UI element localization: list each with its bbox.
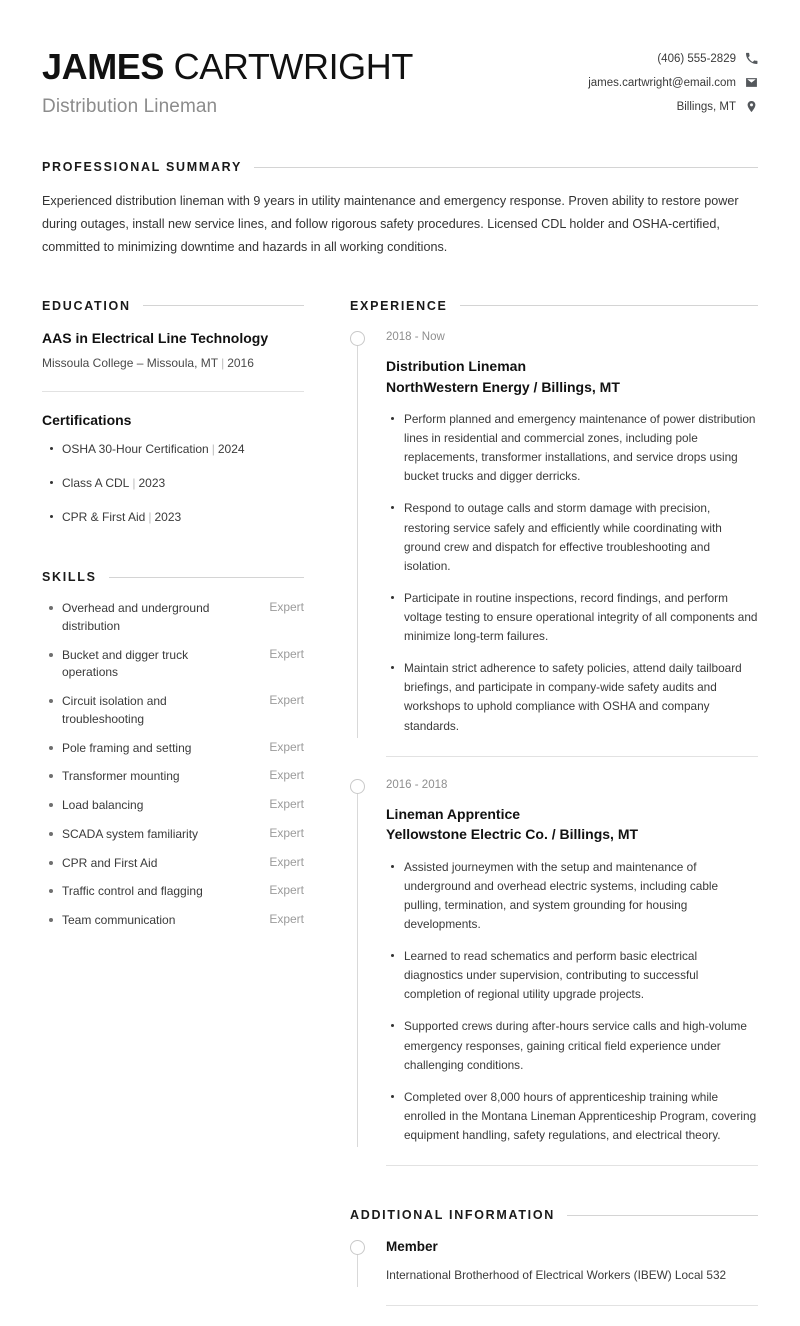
list-item (42, 768, 304, 786)
contact-phone-value: (406) 555-2829 (657, 52, 736, 65)
skill-name: Traffic control and flagging (42, 883, 203, 901)
skill-name: Circuit isolation and troubleshooting (42, 693, 218, 729)
list-item (42, 693, 304, 729)
skill-level: Expert (269, 797, 304, 812)
divider (386, 1165, 758, 1166)
certification-name: Class A CDL (62, 476, 130, 491)
list-item (42, 508, 304, 526)
experience-timeline (350, 329, 758, 1166)
certifications-heading: Certifications (42, 412, 132, 429)
timeline-stem (357, 331, 358, 738)
skill-level: Expert (269, 825, 304, 840)
experience-section-heading (350, 299, 758, 313)
separator-pipe: | (132, 476, 136, 491)
right-column (350, 299, 758, 1326)
skill-level: Expert (269, 883, 304, 898)
experience-role: Distribution Lineman (386, 358, 526, 375)
skill-name: Pole framing and setting (42, 740, 191, 758)
education-meta (42, 356, 304, 370)
skill-level: Expert (269, 646, 304, 661)
list-item: Completed over 8,000 hours of apprenticeship training while enrolled in the Montana Lineman Apprenticeship Program, covering equipment handling, safety regulations, and electrical theory. (386, 1088, 758, 1145)
contact-phone[interactable] (588, 52, 758, 65)
timeline-stem (357, 779, 358, 1148)
skill-name: CPR and First Aid (42, 855, 157, 873)
summary-heading-label: PROFESSIONAL SUMMARY (42, 160, 242, 175)
certification-name: CPR & First Aid (62, 510, 146, 525)
list-item: Assisted journeymen with the setup and maintenance of underground and overhead electric systems, including cable pulling, termination, and system grounding for housing developments. (386, 858, 758, 934)
heading-rule (567, 1215, 758, 1216)
additional-section-heading (350, 1208, 758, 1222)
contact-block (588, 46, 758, 113)
list-item (42, 826, 304, 844)
list-item (42, 600, 304, 636)
education-section (42, 299, 304, 526)
left-column (42, 299, 304, 930)
skill-name: Overhead and underground distribution (42, 600, 218, 636)
resume-header (42, 40, 758, 118)
envelope-icon (745, 76, 758, 89)
experience-bullets (386, 410, 758, 736)
education-year: 2016 (227, 356, 254, 371)
page-title (42, 48, 413, 86)
skill-level: Expert (269, 600, 304, 615)
divider (42, 391, 304, 392)
separator-pipe: | (211, 442, 215, 457)
list-item (42, 797, 304, 815)
experience-date: 2016 - 2018 (386, 778, 448, 791)
skill-level: Expert (269, 912, 304, 927)
experience-entry (350, 329, 758, 736)
heading-rule (109, 577, 304, 578)
education-heading-label: EDUCATION (42, 298, 131, 313)
heading-rule (254, 167, 758, 168)
professional-summary-section (42, 160, 758, 259)
list-item: Learned to read schematics and perform basic electrical diagnostics under supervision, contributing to successful completion of regional utility upgrade projects. (386, 947, 758, 1004)
additional-heading-label: ADDITIONAL INFORMATION (350, 1208, 555, 1223)
timeline-marker-icon (350, 331, 365, 346)
experience-org: Yellowstone Electric Co. / Billings, MT (386, 826, 639, 843)
certification-year: 2024 (217, 442, 245, 457)
list-item (42, 883, 304, 901)
body-columns (42, 299, 758, 1326)
experience-role: Lineman Apprentice (386, 806, 521, 823)
list-item (42, 855, 304, 873)
list-item: Perform planned and emergency maintenance of power distribution lines in residential and commercial zones, including pole replacements, transformer installations, and service drops using bucket trucks and digger derricks. (386, 410, 758, 486)
list-item: Maintain strict adherence to safety policies, attend daily tailboard briefings, and participate in company-wide safety audits and workshops to uphold compliance with OSHA and company standards. (386, 659, 758, 735)
education-school: Missoula College – Missoula, MT (42, 356, 219, 371)
additional-entry (350, 1238, 758, 1285)
heading-rule (460, 305, 758, 306)
phone-icon (745, 52, 758, 65)
list-item (42, 474, 304, 492)
first-name: JAMES (42, 46, 165, 87)
skills-section (42, 570, 304, 930)
skill-name: Team communication (42, 912, 175, 930)
skill-name: SCADA system familiarity (42, 826, 198, 844)
summary-section-heading (42, 160, 758, 174)
experience-org: NorthWestern Energy / Billings, MT (386, 378, 620, 395)
separator-pipe: | (221, 356, 225, 371)
certifications-list (42, 440, 304, 526)
experience-date: 2018 - Now (386, 330, 445, 343)
experience-section (350, 299, 758, 1166)
list-item (42, 647, 304, 683)
skill-level: Expert (269, 768, 304, 783)
skill-name: Bucket and digger truck operations (42, 647, 218, 683)
job-title: Distribution Lineman (42, 96, 218, 118)
education-section-heading (42, 299, 304, 313)
skill-name: Load balancing (42, 797, 143, 815)
education-degree: AAS in Electrical Line Technology (42, 329, 269, 346)
skill-level: Expert (269, 739, 304, 754)
certification-year: 2023 (138, 476, 166, 491)
separator-pipe: | (148, 510, 152, 525)
skills-heading-label: SKILLS (42, 570, 97, 585)
contact-email-value: james.cartwright@email.com (588, 76, 736, 89)
list-item: Supported crews during after-hours service calls and high-volume emergency responses, gaining critical field experience under challenging conditions. (386, 1017, 758, 1074)
experience-entry (350, 777, 758, 1146)
additional-text: International Brotherhood of Electrical Workers (IBEW) Local 532 (386, 1268, 727, 1283)
list-item (42, 440, 304, 458)
list-item: Respond to outage calls and storm damage with precision, restoring service safely and efficiently while coordinating with ground crew and dispatch for effective troubleshooting and isolation. (386, 499, 758, 575)
timeline-marker-icon (350, 779, 365, 794)
timeline-marker-icon (350, 1240, 365, 1255)
experience-bullets (386, 858, 758, 1145)
list-item: Participate in routine inspections, record findings, and perform voltage testing to ensure operational integrity of all components and minimize long-term failures. (386, 589, 758, 646)
list-item (42, 912, 304, 930)
map-pin-icon (745, 100, 758, 113)
skill-level: Expert (269, 854, 304, 869)
certification-year: 2023 (154, 510, 182, 525)
additional-information-section (350, 1208, 758, 1306)
heading-rule (143, 305, 304, 306)
certification-name: OSHA 30-Hour Certification (62, 442, 209, 457)
summary-text: Experienced distribution lineman with 9 years in utility maintenance and emergency response. Proven ability to restore power during outages, install new service lines, and follow rigorous safety procedures. Licensed CDL holder and OSHA-certified, committed to minimizing downtime and hazards in all working conditions. (42, 194, 739, 254)
contact-location-value: Billings, MT (676, 100, 736, 113)
experience-heading-label: EXPERIENCE (350, 298, 448, 313)
contact-email[interactable] (588, 76, 758, 89)
divider (386, 1305, 758, 1306)
skill-level: Expert (269, 693, 304, 708)
last-name: CARTWRIGHT (173, 46, 413, 87)
name-block (42, 46, 413, 118)
additional-title: Member (386, 1239, 438, 1255)
skills-section-heading (42, 570, 304, 584)
divider (386, 756, 758, 757)
skill-name: Transformer mounting (42, 768, 180, 786)
list-item (42, 740, 304, 758)
contact-location (588, 100, 758, 113)
